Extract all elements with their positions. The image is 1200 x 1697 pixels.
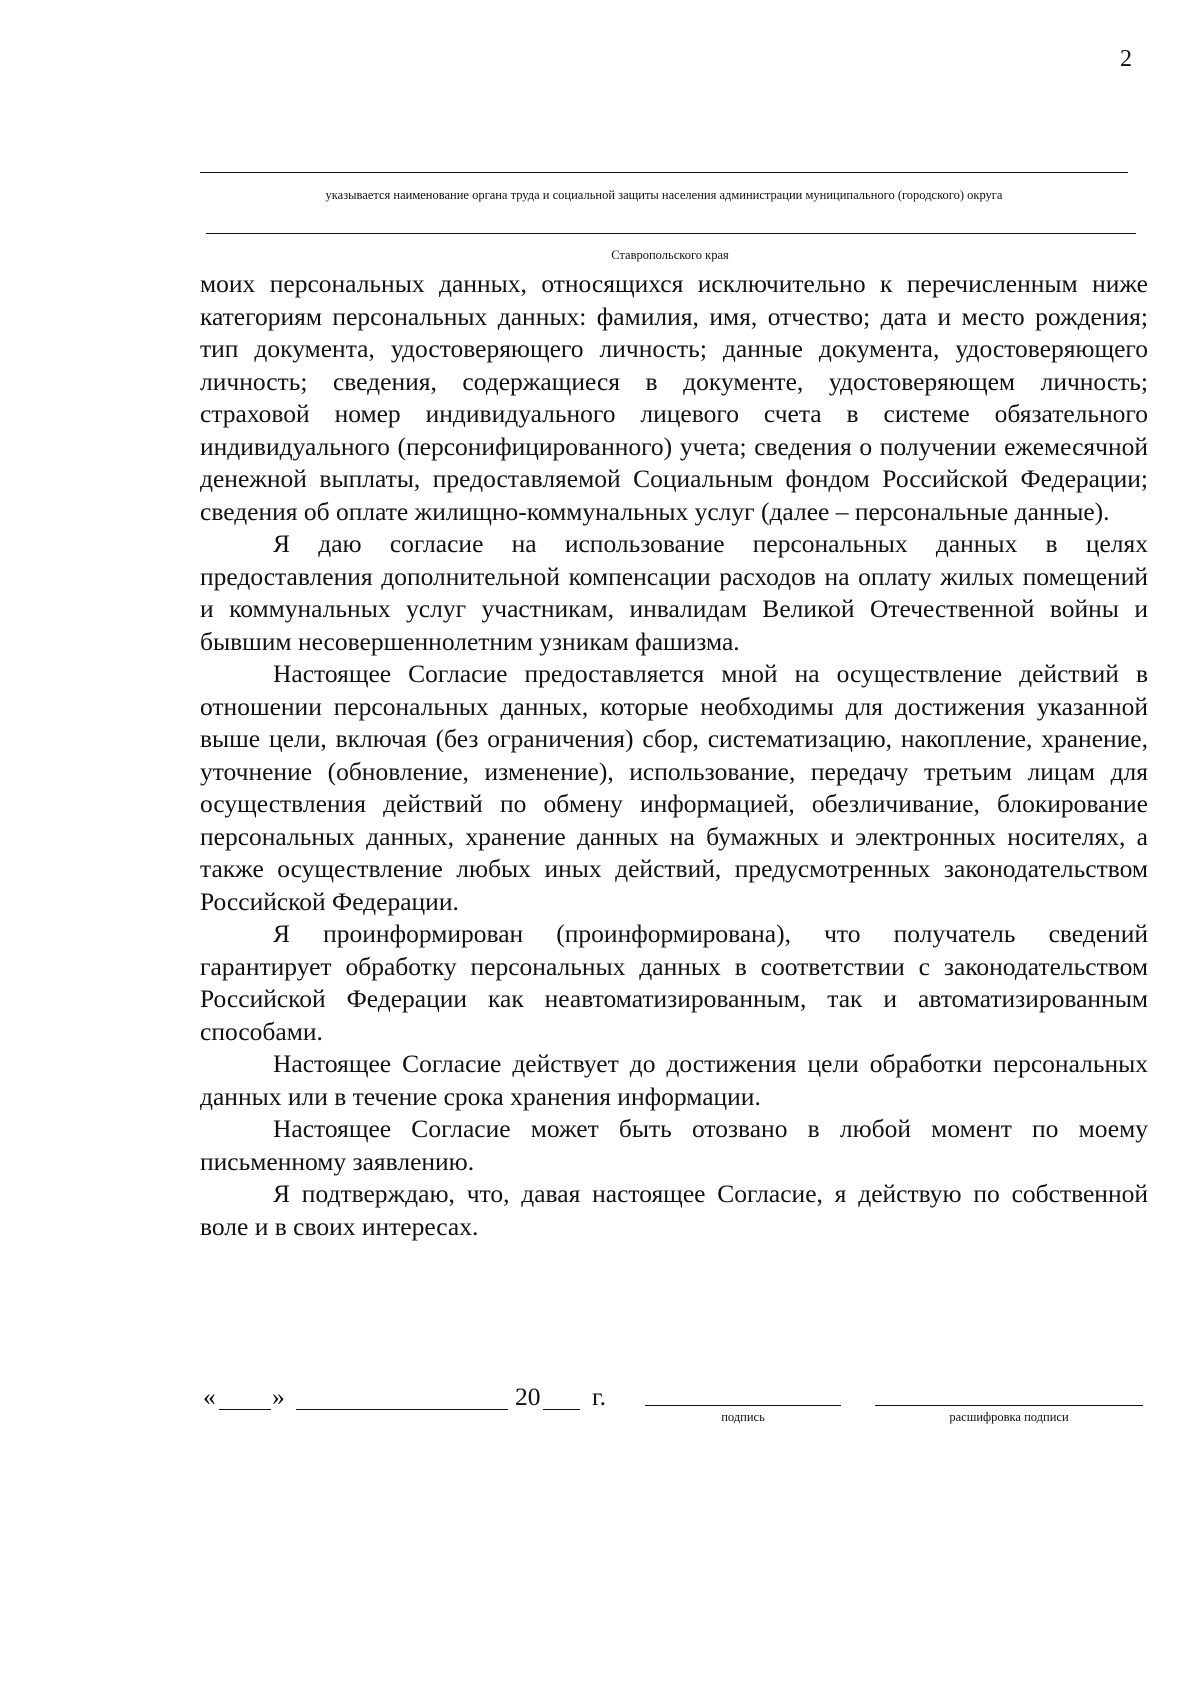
org-name-line bbox=[200, 172, 1128, 173]
region-caption: Ставропольского края bbox=[611, 248, 729, 262]
paragraph-consent-purpose: Я даю согласие на использование персональных данных в целях предоставления дополнительной компенсации расходов на оплату жилых помещений и коммунальных услуг участникам, инвалидам Великой Отечественной войны и бывшим несовершеннолетним узникам фашизма. bbox=[200, 529, 1148, 656]
signature-decoding-line bbox=[875, 1405, 1143, 1406]
year-blank-line bbox=[543, 1409, 580, 1410]
paragraph-revocation: Настоящее Согласие может быть отозвано в любой момент по моему письменному заявлению. bbox=[200, 1114, 1148, 1176]
consent-body bbox=[200, 268, 1148, 1243]
region-line bbox=[206, 233, 1136, 234]
paragraph-validity: Настоящее Согласие действует до достижения цели обработки персональных данных или в течение срока хранения информации. bbox=[200, 1049, 1148, 1111]
year-suffix: г. bbox=[592, 1382, 606, 1411]
month-blank-line bbox=[296, 1409, 508, 1410]
signature-line bbox=[645, 1405, 841, 1406]
signature-decoding-caption: расшифровка подписи bbox=[949, 1410, 1069, 1424]
paragraph-informed: Я проинформирован (проинформирована), что получатель сведений гарантирует обработку персональных данных в соответствии с законодательством Российской Федерации как неавтоматизированным, так и автоматизированным способами. bbox=[200, 919, 1148, 1046]
paragraph-consent-actions: Настоящее Согласие предоставляется мной на осуществление действий в отношении персональных данных, которые необходимы для достижения указанной выше цели, включая (без ограничения) сбор, систематизацию, накопление, хранение, уточнение (обновление, изменение), использование, передачу третьим лицам для осуществления действий по обмену информацией, обезличивание, блокирование персональных данных, хранение данных на бумажных и электронных носителях, а также осуществление любых иных действий, предусмотренных законодательством Российской Федерации. bbox=[200, 659, 1148, 916]
year-prefix: 20 bbox=[515, 1382, 541, 1411]
page-number: 2 bbox=[1120, 46, 1132, 72]
org-caption: указывается наименование органа труда и социальной защиты населения администрации муниципального (городского) округа bbox=[325, 188, 1003, 202]
date-quote-close: » bbox=[272, 1382, 285, 1411]
paragraph-personal-data-categories: моих персональных данных, относящихся исключительно к перечисленным ниже категориям персональных данных: фамилия, имя, отчество; дата и место рождения; тип документа, удостоверяющего личность; данные документа, удостоверяющего личность; сведения, содержащиеся в документе, удостоверяющем личность; страховой номер индивидуального лицевого счета в системе обязательного индивидуального (персонифицированного) учета; сведения о получении ежемесячной денежной выплаты, предоставляемой Социальным фондом Российской Федерации; сведения об оплате жилищно-коммунальных услуг (далее – персональные данные). bbox=[200, 269, 1148, 526]
date-quote-open: « bbox=[203, 1382, 216, 1411]
paragraph-confirmation: Я подтверждаю, что, давая настоящее Согласие, я действую по собственной воле и в своих интересах. bbox=[200, 1179, 1148, 1241]
signature-caption: подпись bbox=[721, 1410, 765, 1424]
day-blank-line bbox=[219, 1409, 271, 1410]
